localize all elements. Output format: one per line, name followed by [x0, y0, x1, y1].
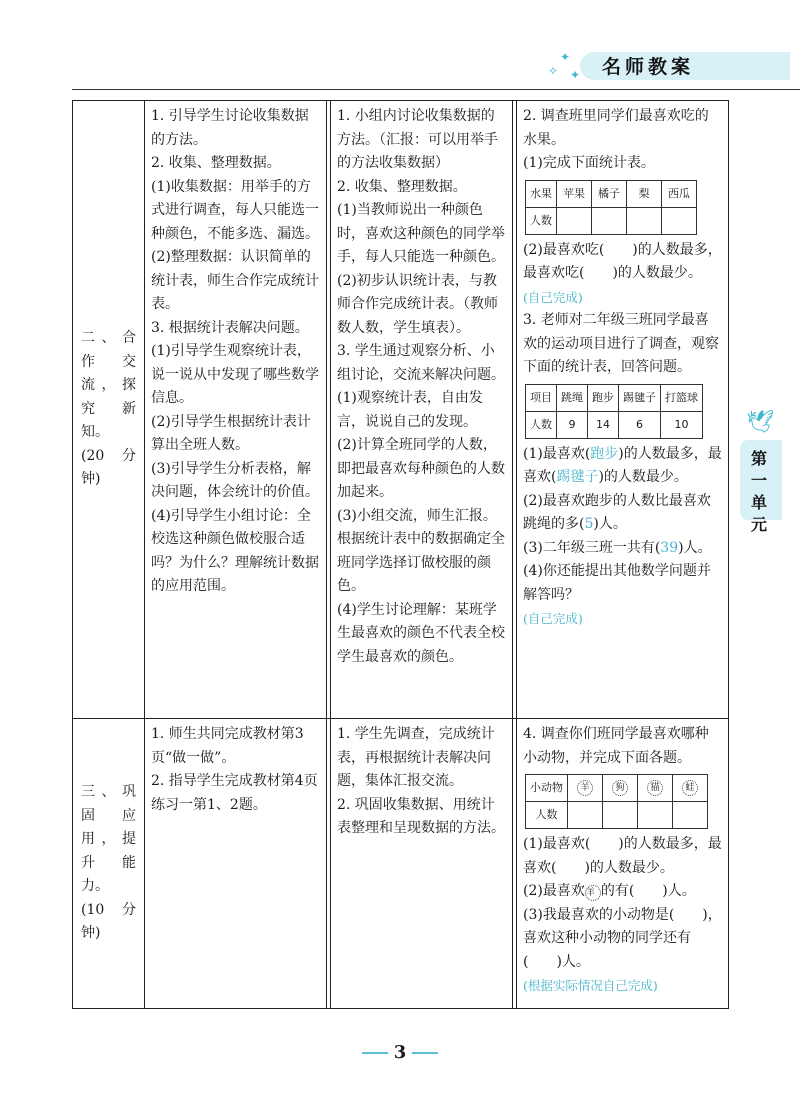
section-row: [73, 719, 729, 1009]
question-sub: (3)我最喜欢的小动物是( )，喜欢这种小动物的同学还有( )人。: [523, 906, 722, 970]
sport-table: [525, 384, 703, 439]
stage-time: (20分钟): [81, 447, 136, 488]
table-header: 打篮球: [661, 384, 703, 411]
question-sub: (4)你还能提出其他数学问题并解答吗？: [523, 563, 711, 603]
table-cell: 9: [557, 411, 588, 438]
bird-icon: 🕊: [746, 410, 774, 435]
header-title: 名师教案: [602, 56, 695, 78]
table-cell: 14: [588, 411, 619, 438]
row-label: 人数: [526, 411, 557, 438]
text-line: 2. 指导学生完成教材第4页练习一第1、2题。: [151, 773, 318, 813]
star-icon: ✧: [548, 64, 559, 78]
table-header: 跳绳: [557, 384, 588, 411]
exercise-cell: [517, 101, 729, 719]
answer-note: (自己完成): [523, 289, 583, 305]
answer-fill: 踢毽子: [556, 469, 599, 485]
text-line: (4)学生讨论理解：某班学生最喜欢的颜色不代表全校学生最喜欢的颜色。: [337, 601, 505, 665]
question-sub: (1)完成下面统计表。: [523, 155, 655, 171]
answer-fill: 39: [660, 539, 679, 556]
table-header: 跑步: [588, 384, 619, 411]
teacher-activities: [145, 719, 327, 1009]
table-cell[interactable]: [673, 802, 708, 829]
text-line: 2. 收集、整理数据。: [151, 155, 281, 171]
question-sub: (2)最喜欢羊 的有( )人。: [523, 883, 696, 899]
frog-icon: 蛙: [673, 775, 708, 802]
table-header: 水果: [526, 180, 557, 207]
stage-label: 二、合作交流，探究新知。: [81, 330, 136, 441]
table-cell[interactable]: [638, 802, 673, 829]
text-line: 1. 小组内讨论收集数据的方法。（汇报：可以用举手的方法收集数据）: [337, 108, 498, 171]
text-line: 3. 学生通过观察分析、小组讨论，交流来解决问题。: [337, 343, 505, 383]
answer-fill: 跑步: [590, 445, 619, 462]
text-line: 1. 引导学生讨论收集数据的方法。: [151, 108, 309, 148]
answer-note: (根据实际情况自己完成): [523, 978, 658, 993]
section-row: [73, 101, 729, 719]
unit-side-tab: [740, 410, 782, 534]
question-title: 3. 老师对二年级三班同学最喜欢的运动项目进行了调查，观察下面的统计表，回答问题。: [523, 312, 719, 375]
table-header: 西瓜: [662, 180, 697, 207]
table-cell[interactable]: [592, 207, 627, 234]
question-sub: (1)最喜欢( )的人数最多，最喜欢( )的人数最少。: [523, 836, 722, 876]
question-sub: (3)二年级三班一共有(39)人。: [523, 539, 712, 556]
question-sub: (2)最喜欢吃( )的人数最多，最喜欢吃( )的人数最少。: [523, 241, 722, 281]
fruit-table: [525, 180, 697, 235]
answer-note: (自己完成): [523, 611, 583, 626]
text-line: 1. 学生先调查，完成统计表，再根据统计表解决问题，集体汇报交流。: [337, 726, 495, 789]
text-line: 3. 根据统计表解决问题。: [151, 319, 309, 336]
student-activities: [331, 719, 513, 1009]
answer-fill: 5: [584, 516, 594, 532]
stage-label: 三、巩固应用，提升能力。: [81, 784, 136, 895]
text-line: (1)当教师说出一种颜色时，喜欢这种颜色的同学举手，每人只能选一种颜色。: [337, 202, 505, 265]
text-line: (2)初步认识统计表，与教师合作完成统计表。（教师数人数，学生填表）。: [337, 272, 498, 336]
unit-label: 第一单元: [751, 449, 768, 534]
star-icon: ✦: [560, 50, 571, 64]
table-header: 苹果: [557, 180, 592, 207]
dog-icon: 狗: [603, 775, 638, 802]
table-header: 橘子: [592, 180, 627, 207]
text-line: (3)引导学生分析表格，解决问题，体会统计的价值。: [151, 460, 319, 500]
stage-time: (10分钟): [81, 901, 136, 942]
table-header: 项目: [526, 384, 557, 411]
question-sub: (2)最喜欢跑步的人数比最喜欢跳绳的多(5)人。: [523, 492, 711, 532]
row-label: 人数: [526, 207, 557, 234]
table-header: 踢毽子: [619, 384, 661, 411]
text-line: (2)计算全班同学的人数，即把最喜欢每种颜色的人数加起来。: [337, 437, 505, 500]
text-line: (1)观察统计表，自由发言，说说自己的发现。: [337, 390, 483, 430]
cat-icon: 猫: [638, 775, 673, 802]
text-line: 1. 师生共同完成教材第3页“做一做”。: [151, 726, 304, 766]
text-line: 2. 收集、整理数据。: [337, 178, 467, 195]
text-line: (2)引导学生根据统计表计算出全班人数。: [151, 413, 311, 453]
stage-cell: [73, 719, 145, 1009]
header-badge: [540, 46, 790, 86]
teacher-activities: [145, 101, 327, 719]
text-line: (1)收集数据：用举手的方式进行调查，每人只能选一种颜色，不能多选、漏选。: [151, 178, 319, 242]
table-cell[interactable]: [662, 207, 697, 234]
header-divider: [72, 89, 800, 90]
text-line: (1)引导学生观察统计表，说一说从中发现了哪些数学信息。: [151, 343, 319, 406]
stage-cell: [73, 101, 145, 719]
question-title: 2. 调查班里同学们最喜欢吃的水果。: [523, 108, 709, 148]
student-activities: [331, 101, 513, 719]
table-cell: 10: [661, 411, 703, 438]
table-cell: 6: [619, 411, 661, 438]
table-cell[interactable]: [557, 207, 592, 234]
table-header: 梨: [627, 180, 662, 207]
table-cell[interactable]: [603, 802, 638, 829]
sheep-icon: 羊: [568, 775, 603, 802]
lesson-table: [72, 100, 729, 1009]
question-sub: (1)最喜欢(跑步)的人数最多，最喜欢(踢毽子)的人数最少。: [523, 445, 722, 485]
star-icon: ✦: [570, 68, 581, 82]
animal-table: [525, 774, 708, 829]
exercise-cell: [517, 719, 729, 1009]
text-line: 2. 巩固收集数据、用统计表整理和呈现数据的方法。: [337, 796, 505, 836]
page-number: 3: [0, 1042, 800, 1063]
table-cell[interactable]: [568, 802, 603, 829]
text-line: (3)小组交流，师生汇报。根据统计表中的数据确定全班同学选择订做校服的颜色。: [337, 507, 505, 594]
row-label: 人数: [526, 802, 568, 829]
question-title: 4. 调查你们班同学最喜欢哪种小动物，并完成下面各题。: [523, 726, 709, 766]
text-line: (4)引导学生小组讨论：全校选这种颜色做校服合适吗？为什么？理解统计数据的应用范围。: [151, 507, 319, 594]
text-line: (2)整理数据：认识简单的统计表，师生合作完成统计表。: [151, 249, 319, 312]
sheep-icon: 羊: [585, 885, 601, 901]
table-cell[interactable]: [627, 207, 662, 234]
table-header: 小动物: [526, 775, 568, 802]
